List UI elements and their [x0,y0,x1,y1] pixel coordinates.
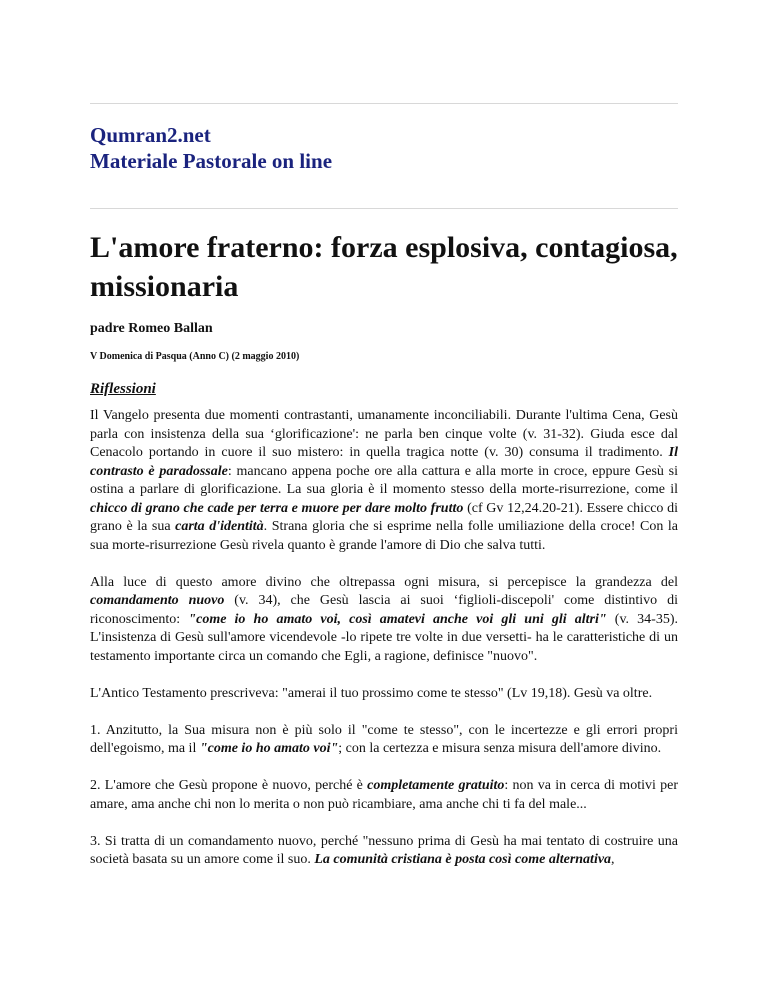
text-run: : non va in cerca di motivi per amare, ama anche chi non lo merita o non può ricambiare, ama anche chi ti fa del male... [90,778,678,812]
paragraph-3: L'Antico Testamento prescriveva: "amerai il tuo prossimo come te stesso" (Lv 19,18). Gesù va oltre. [90,685,653,701]
emphasis: La comunità cristiana è posta così come alternativa [314,852,612,867]
paragraph-4 [90,722,678,759]
paragraph-1 [90,407,678,555]
text-run: 1. Anzitutto, la Sua misura non è più solo il "come te stesso", con le incertezze e gli errori propri dell'egoismo, ma il [90,722,678,756]
paragraph-5 [90,777,678,814]
article-date: V Domenica di Pasqua (Anno C) (2 maggio 2010) [90,351,300,362]
section-heading: Riflessioni [90,381,156,397]
article-title: L'amore fraterno: forza esplosiva, contagiosa, missionaria [90,231,678,303]
emphasis: comandamento nuovo [90,593,225,608]
header-divider [90,208,678,209]
text-run: ; con la certezza e misura senza misura dell'amore divino. [338,741,662,756]
text-run: (v. 34-35). L'insistenza di Gesù sull'amore vicendevole -lo ripete tre volte in due versetti- ha le caratteristiche di un testamento importante circa un comando che Egli, a ragione, definisce "nuovo". [90,611,679,664]
text-run: : mancano appena poche ore alla cattura e alla morte in croce, eppure Gesù si ostina a parlare di glorificazione. La sua gloria è il momento stesso della morte-risurrezione, come il [90,463,678,497]
text-run: Alla luce di questo amore divino che oltrepassa ogni misura, si percepisce la grandezza del [90,574,678,590]
text-run: (cf Gv 12,24.20-21). Essere chicco di grano è la sua [90,500,679,534]
text-run: . Strana gloria che si esprime nella folle umiliazione della croce! Con la sua morte-risurrezione Gesù rivela quanto è grande l'amore di Dio che salva tutti. [90,519,678,553]
text-run: (v. 34), che Gesù lascia ai suoi ‘figlioli-discepoli' come distintivo di riconoscimento: [90,593,678,627]
paragraph-2 [90,574,678,667]
site-tagline-link[interactable]: Materiale Pastorale on line [90,149,333,173]
emphasis: chicco di grano che cade per terra e muore per dare molto frutto [90,500,464,516]
emphasis: completamente gratuito [367,778,505,793]
paragraph-6 [90,833,678,870]
emphasis: "come io ho amato voi" [199,741,339,756]
emphasis: Il contrasto è paradossale [90,445,678,479]
site-name-link[interactable]: Qumran2.net [90,123,211,147]
text-run: , [611,852,615,867]
top-divider [90,103,678,104]
text-run: Il Vangelo presenta due momenti contrastanti, umanamente inconciliabili. Durante l'ultima Cena, Gesù parla con insistenza della sua ‘glorificazione': ne parla ben cinque volte (v. 31-32). Giuda esce dal Cenacolo portando in cuore il suo mistero: in quella tragica notte (v. 30) consuma il tradimento. [90,408,678,460]
emphasis: "come io ho amato voi, così amatevi anche voi gli uni gli altri" [188,611,607,627]
text-run: 2. L'amore che Gesù propone è nuovo, perché è [90,778,368,793]
emphasis: carta d'identità [175,519,264,534]
article-body [90,407,678,888]
site-header [90,122,332,174]
article-author: padre Romeo Ballan [90,321,213,336]
text-run: 3. Si tratta di un comandamento nuovo, perché "nessuno prima di Gesù ha mai tentato di costruire una società basata su un amore come il suo. [90,833,678,867]
